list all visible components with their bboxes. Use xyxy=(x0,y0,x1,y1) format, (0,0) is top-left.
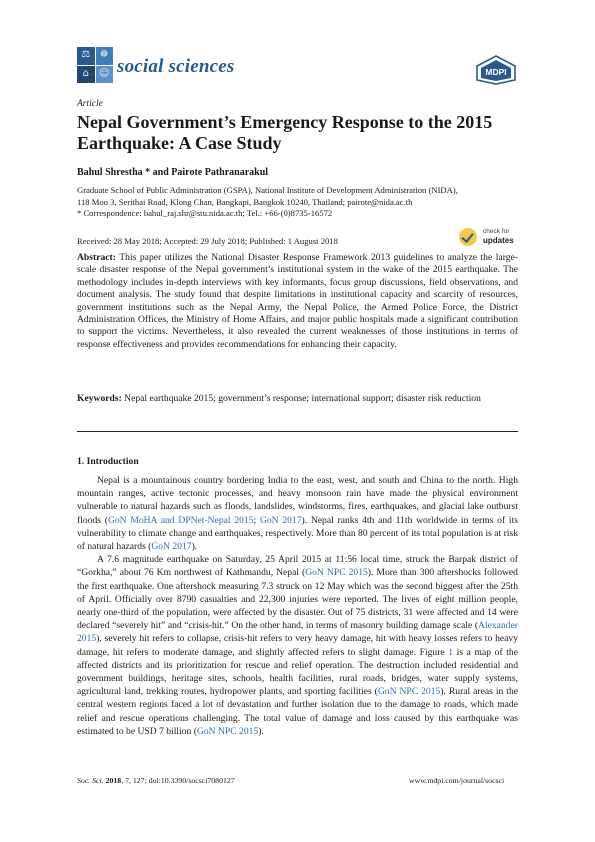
citation-link[interactable]: GoN MoHA and DPNet-Nepal 2015 xyxy=(107,514,254,526)
paragraph-1: Nepal is a mountainous country bordering India to the east, west, and south and China to the north. High mountain ranges, active tectonic processes, and heavy monsoon rain have made the physical environment vulnerable to natural hazards such as floods, landslides, windstorms, fires, earthquakes, and glacial lake outburst floods (GoN MoHA and DPNet-Nepal 2015; GoN 2017). Nepal ranks 4th and 11th worldwide in terms of its vulnerability to climate change and earthquakes, respectively. More than 80 percent of its total population is at risk of natural hazards (GoN 2017). xyxy=(77,475,518,553)
check-updates-icon xyxy=(459,228,477,246)
section-divider xyxy=(77,431,518,432)
body-text xyxy=(77,474,518,738)
abstract-label: Abstract: xyxy=(77,252,116,263)
affiliation-line-2: 118 Moo 3, Serithai Road, Klong Chan, Bangkapi, Bangkok 10240, Thailand; pairote@nida.ac.th xyxy=(77,196,413,207)
citation-link[interactable]: Alexander 2015 xyxy=(77,620,518,645)
paper-title: Nepal Government’s Emergency Response to the 2015 Earthquake: A Case Study xyxy=(77,112,493,153)
logo-tile-4: ☺ xyxy=(96,66,114,84)
check-updates-line-2: updates xyxy=(483,236,514,245)
publisher-name: MDPI xyxy=(485,67,507,77)
citation-link[interactable]: GoN NPC 2015 xyxy=(196,725,259,737)
logo-tile-3: ⌂ xyxy=(77,66,95,84)
journal-name: social sciences xyxy=(117,56,235,77)
keywords-label: Keywords: xyxy=(77,393,122,404)
citation-link[interactable]: GoN 2017 xyxy=(259,514,302,526)
affiliation xyxy=(77,185,522,220)
section-title: 1. Introduction xyxy=(77,456,139,467)
abstract-text: This paper utilizes the National Disaster Response Framework 2013 guidelines to analyze the large-scale disaster response of the Nepal government’s institutional system in the wake of the 2015 earthquake. The methodology includes in-depth interviews with key informants, focus group discussions, field observations, and document analysis. The study found that despite limitations in institutional capacity and scarcity of resources, government institutions such as the Nepal Army, the Nepal Police, the Armed Police Force, the District Administration Offices, the Ministry of Home Affairs, and major public hospitals made a significant contribution to support the victims. Nevertheless, it also revealed the current weaknesses of those institutions in terms of response effectiveness and provides recommendations for enhancing their capacity. xyxy=(77,252,518,350)
keywords xyxy=(77,393,518,405)
logo-tile-2: ☸ xyxy=(96,47,114,65)
check-for-updates-button[interactable] xyxy=(459,226,529,248)
footer-url[interactable]: www.mdpi.com/journal/socsci xyxy=(409,776,505,785)
check-updates-line-1: check for xyxy=(483,228,510,235)
footer-citation: Soc. Sci. 2018, 7, 127; doi:10.3390/socsci7080127 xyxy=(77,776,235,785)
logo-tile-1: ⚖ xyxy=(77,47,95,65)
citation-link[interactable]: GoN 2017 xyxy=(151,541,192,553)
abstract xyxy=(77,252,518,351)
received-dates: Received: 28 May 2018; Accepted: 29 July 2018; Published: 1 August 2018 xyxy=(77,236,338,246)
mdpi-logo-icon xyxy=(474,55,518,85)
citation-link[interactable]: GoN NPC 2015 xyxy=(377,686,441,698)
figure-link[interactable]: 1 xyxy=(448,646,454,658)
authors: Bahul Shrestha * and Pairote Pathranarakul xyxy=(77,167,269,178)
keywords-text: Nepal earthquake 2015; government’s response; international support; disaster risk reduction xyxy=(121,393,481,404)
journal-logo xyxy=(77,47,113,83)
article-type: Article xyxy=(77,99,103,109)
affiliation-line-1: Graduate School of Public Administration (GSPA), National Institute of Development Administration (NIDA), xyxy=(77,185,458,195)
paragraph-2: A 7.6 magnitude earthquake on Saturday, 25 April 2015 at 11:56 local time, struck the Barpak district of “Gorkha,” about 76 Km northwest of Kathmandu, Nepal (GoN NPC 2015). More than 300 aftershocks followed the first earthquake. One aftershock measuring 7.3 struck on 12 May which was the second biggest after the 25th of April. Officially over 8790 casualties and 22,300 injuries were reported. The lives of eight million people, nearly one-third of the population, were affected by the disaster. Out of 75 districts, 31 were affected and 14 were declared “severely hit” and “crisis-hit.” On the other hand, in terms of masonry building damage scale (Alexander 2015), severely hit refers to collapse, crisis-hit refers to very heavy damage, hit with heavy losses refers to heavy damage, hit refers to moderate damage, and slightly affected refers to slight damage. Figure 1 is a map of the affected districts and its prioritization for rescue and relief operation. The destruction included residential and government buildings, heritage sites, schools, health facilities, rural roads, bridges, water supply systems, agricultural land, trekking routes, hydropower plants, and sporting facilities (GoN NPC 2015). Rural areas in the central western regions faced a lot of devastation and further isolation due to the damage to roads, which made relief and rescue operations challenging. The total value of damage and loss caused by this earthquake was estimated to be USD 7 billion (GoN NPC 2015). xyxy=(77,554,518,737)
citation-link[interactable]: GoN NPC 2015 xyxy=(305,567,368,579)
correspondence: * Correspondence: bahul_raj.shr@stu.nida.ac.th; Tel.: +66-(0)8735-16572 xyxy=(77,208,333,218)
